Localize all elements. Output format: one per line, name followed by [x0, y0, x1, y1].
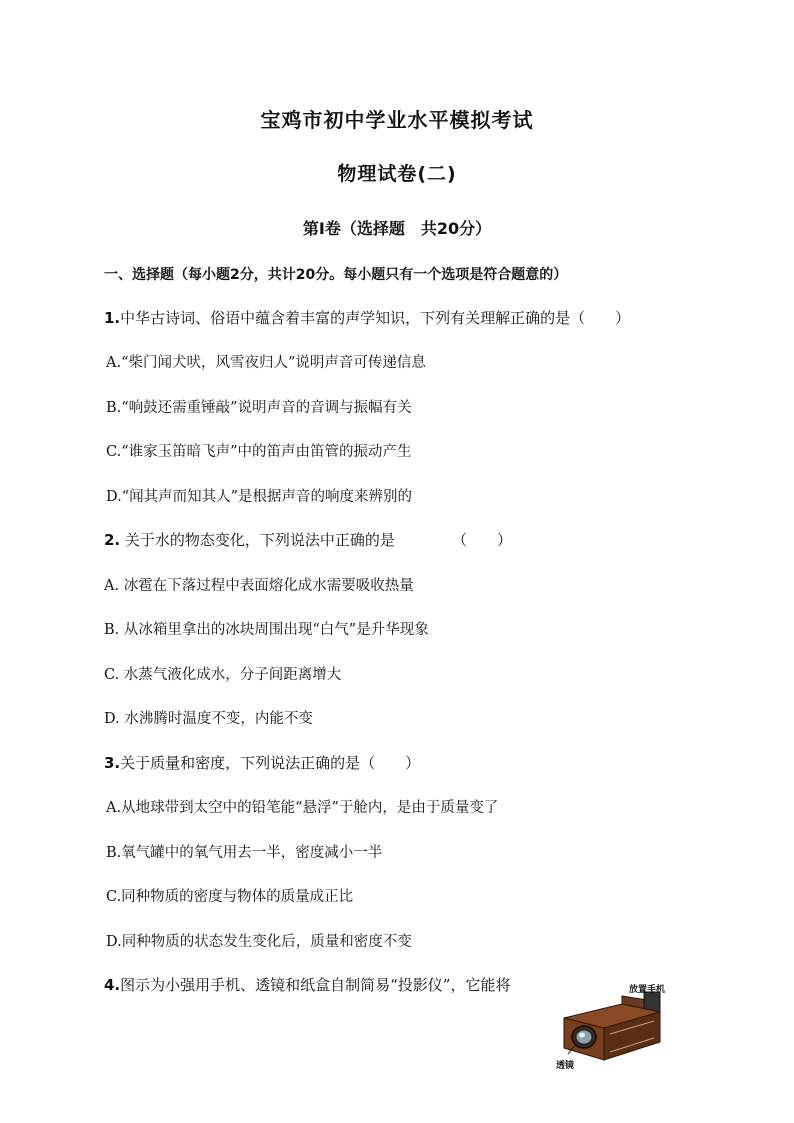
question-1-option-c: C.“谁家玉笛暗飞声”中的笛声由笛管的振动产生	[106, 444, 412, 460]
question-3-option-d: D.同种物质的状态发生变化后，质量和密度不变	[106, 934, 412, 950]
figure-label-lens: 透镜	[556, 1061, 575, 1071]
question-2-option-b: B. 从冰箱里拿出的冰块周围出现“白气”是升华现象	[104, 622, 429, 638]
question-3-option-c: C.同种物质的密度与物体的质量成正比	[106, 889, 354, 905]
exam-title: 宝鸡市初中学业水平模拟考试	[260, 108, 534, 132]
question-1-option-a: A.“柴门闻犬吠，风雪夜归人”说明声音可传递信息	[106, 355, 426, 371]
exam-subtitle: 物理试卷(二)	[337, 163, 457, 185]
question-stem: 中华古诗词、俗语中蕴含着丰富的声学知识，下列有关理解正确的是（ ）	[120, 309, 631, 327]
question-2-option-a: A. 冰雹在下落过程中表面熔化成水需要吸收热量	[104, 578, 414, 594]
question-2	[104, 529, 395, 550]
question-4	[104, 974, 510, 995]
question-3-option-a: A.从地球带到太空中的铅笔能“悬浮”于舱内，是由于质量变了	[106, 800, 499, 816]
question-1-option-b: B.“响鼓还需重锤敲”说明声音的音调与振幅有关	[106, 400, 412, 416]
question-number: 1.	[104, 309, 121, 327]
question-1-option-d: D.“闻其声而知其人”是根据声音的响度来辨别的	[106, 489, 413, 505]
section-heading: 一、选择题（每小题2分，共计20分。每小题只有一个选项是符合题意的）	[104, 267, 568, 283]
question-1	[104, 307, 630, 328]
question-stem: 关于水的物态变化，下列说法中正确的是	[124, 531, 395, 549]
projector-figure	[552, 982, 672, 1072]
part-heading: 第Ⅰ卷（选择题 共20分）	[302, 219, 492, 238]
question-2-option-c: C. 水蒸气液化成水，分子间距离增大	[104, 667, 342, 683]
answer-paren: （ ）	[452, 531, 513, 549]
question-2-option-d: D. 水沸腾时温度不变，内能不变	[104, 711, 313, 727]
question-number: 2.	[104, 531, 121, 549]
question-3	[104, 752, 420, 773]
question-number: 3.	[104, 754, 121, 772]
question-3-option-b: B.氧气罐中的氧气用去一半，密度减小一半	[106, 845, 383, 861]
question-stem: 关于质量和密度，下列说法正确的是（ ）	[120, 754, 421, 772]
question-number: 4.	[104, 976, 121, 994]
figure-label-phone: 放置手机	[629, 985, 666, 995]
question-stem: 图示为小强用手机、透镜和纸盒自制简易“投影仪”，它能将	[120, 976, 511, 994]
